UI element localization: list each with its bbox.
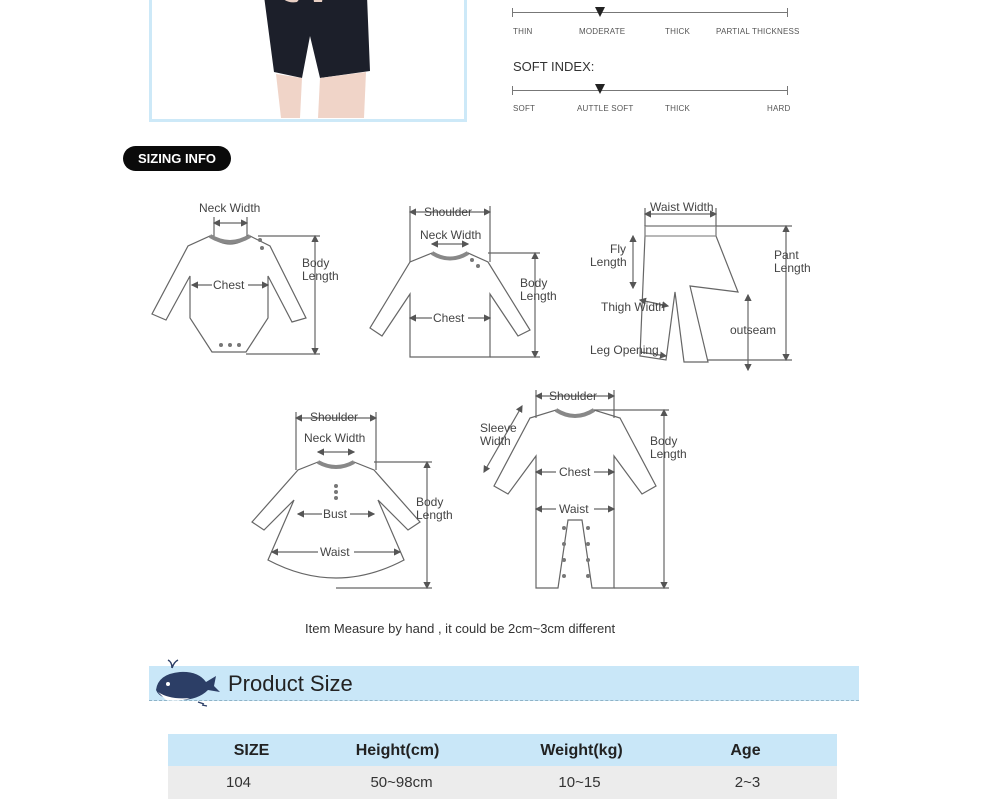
sizing-diagrams [0, 180, 1000, 600]
romper-body-label-2: Length [650, 447, 687, 461]
romper-chest-label: Chest [559, 465, 591, 479]
romper-sleeve-label-1: Sleeve [480, 421, 517, 435]
dress-body-label-2: Length [416, 508, 453, 522]
model-shorts-image [152, 0, 464, 119]
pants-fly-label-2: Length [590, 255, 627, 269]
romper-waist-label: Waist [559, 502, 589, 516]
sizing-info-badge: SIZING INFO [123, 146, 231, 171]
pants-waist-label: Waist Width [650, 200, 714, 214]
header-height: Height(cm) [355, 742, 440, 759]
header-weight: Weight(kg) [540, 742, 623, 759]
romper-diagram [484, 390, 669, 588]
shirt-chest-label: Chest [433, 311, 465, 325]
scale-tick [512, 8, 513, 17]
dress-body-label-1: Body [416, 495, 444, 509]
pants-thigh-label: Thigh Width [601, 300, 666, 314]
dress-neck-label: Neck Width [304, 431, 366, 445]
whale-icon [150, 656, 222, 708]
cell-weight: 10~15 [558, 774, 601, 791]
bodysuit-body-label-2: Length [302, 269, 339, 283]
product-photo [149, 0, 467, 122]
scale-tick [512, 86, 513, 95]
dress-shoulder-label: Shoulder [310, 410, 359, 424]
dress-waist-label: Waist [320, 545, 350, 559]
shirt-body-label-2: Length [520, 289, 557, 303]
cell-size: 104 [225, 774, 252, 791]
pants-length-label-1: Pant [774, 248, 799, 262]
pants-outseam-label: outseam [730, 323, 777, 337]
soft-label-little: AUTTLE SOFT [577, 104, 634, 113]
bodysuit-neck-label: Neck Width [199, 201, 261, 215]
soft-label-soft: SOFT [513, 104, 536, 113]
romper-sleeve-label-2: Width [480, 434, 511, 448]
table-row [168, 766, 837, 799]
pants-length-label-2: Length [774, 261, 811, 275]
shirt-shoulder-label: Shoulder [424, 205, 473, 219]
soft-pointer [595, 84, 605, 94]
thickness-label-thin: THIN [513, 27, 533, 36]
product-size-title: Product Size [228, 671, 353, 696]
size-table-header [168, 734, 837, 766]
romper-body-label-1: Body [650, 434, 678, 448]
thickness-label-moderate: MODERATE [579, 27, 626, 36]
soft-scale-line [512, 90, 788, 91]
header-size: SIZE [233, 742, 270, 759]
bodysuit-chest-label: Chest [213, 278, 245, 292]
cell-height: 50~98cm [370, 774, 433, 791]
thickness-pointer [595, 7, 605, 17]
shirt-neck-label: Neck Width [420, 228, 482, 242]
header-age: Age [730, 742, 761, 759]
measurement-note: Item Measure by hand , it could be 2cm~3cm different [305, 621, 616, 636]
scale-tick [787, 8, 788, 17]
soft-label-thick: THICK [665, 104, 690, 113]
bodysuit-body-label-1: Body [302, 256, 330, 270]
romper-shoulder-label: Shoulder [549, 389, 598, 403]
shirt-body-label-1: Body [520, 276, 548, 290]
cell-age: 2~3 [734, 774, 761, 791]
soft-label-hard: HARD [767, 104, 791, 113]
scale-tick [787, 86, 788, 95]
thickness-scale-line [512, 12, 788, 13]
thickness-label-thick: THICK [665, 27, 690, 36]
pants-leg-opening-label: Leg Opening [590, 343, 659, 357]
pants-fly-label-1: Fly [610, 242, 626, 256]
dress-bust-label: Bust [323, 507, 348, 521]
soft-index-title: SOFT INDEX: [513, 59, 595, 74]
thickness-label-partial: PARTIAL THICKNESS [716, 27, 800, 36]
